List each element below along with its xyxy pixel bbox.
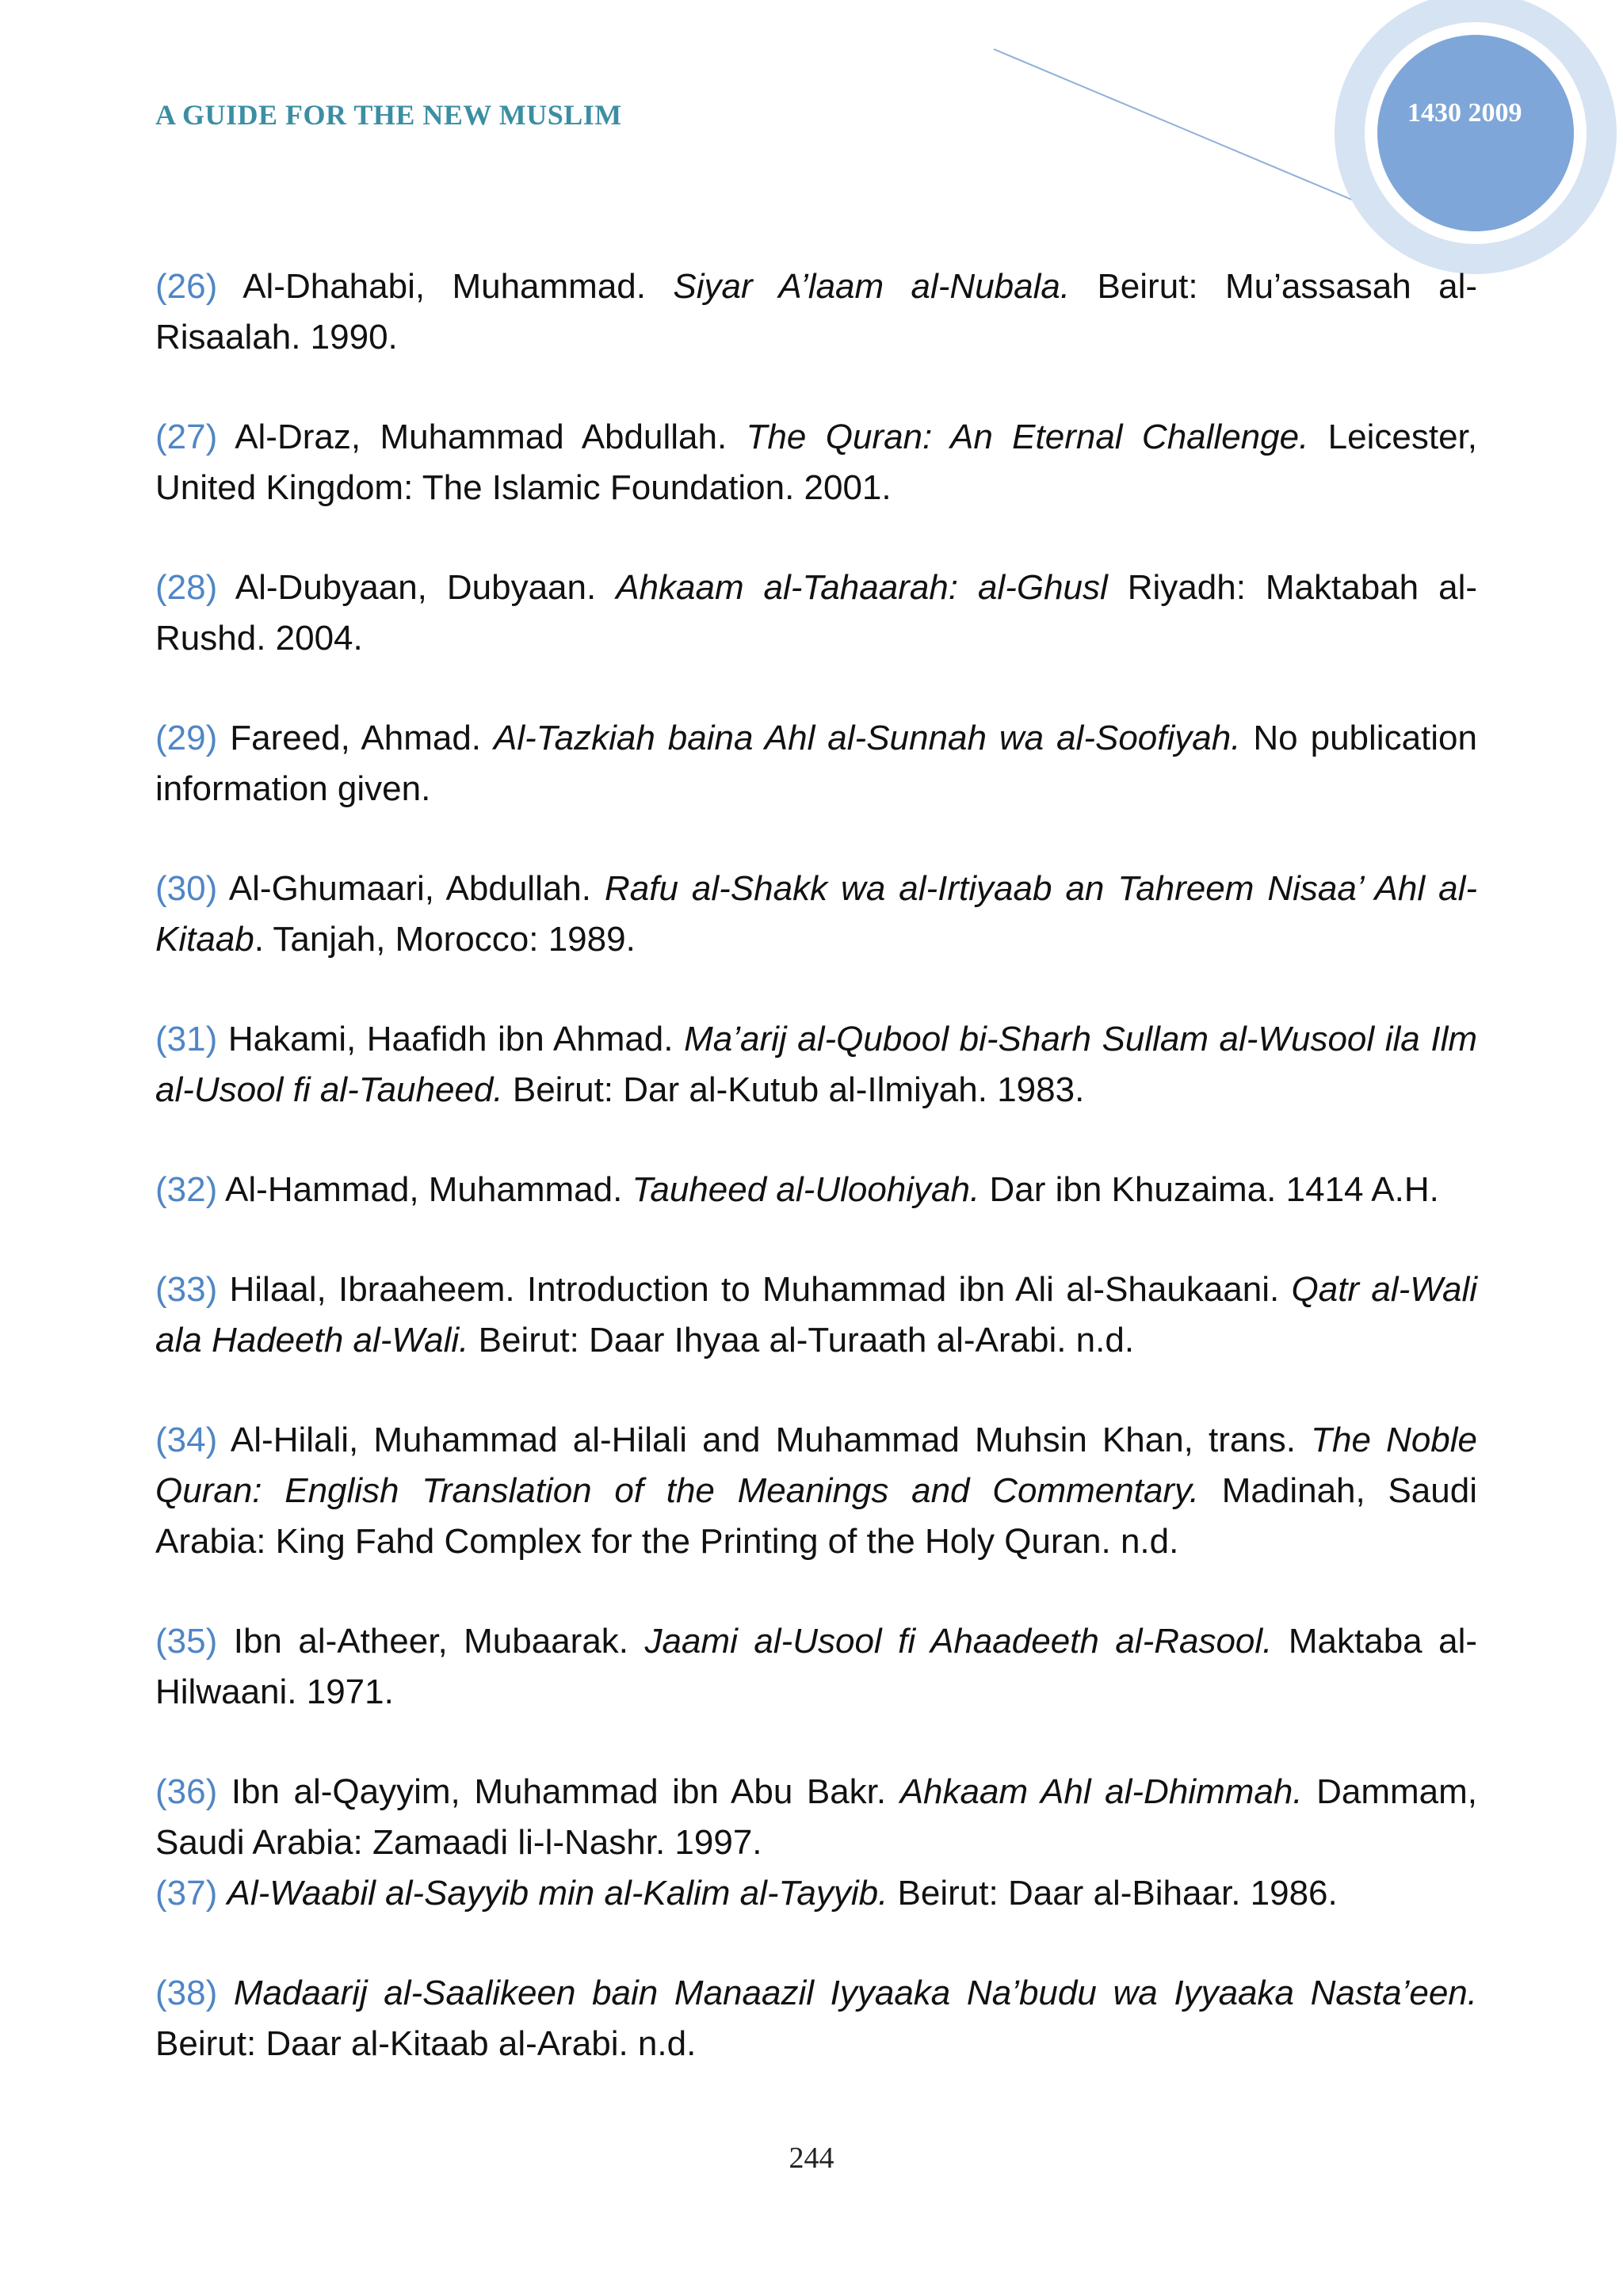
reference-item: [155, 1264, 1477, 1366]
reference-title: Ahkaam Ahl al-Dhimmah.: [899, 1772, 1303, 1811]
reference-title: Al-Tazkiah baina Ahl al-Sunnah wa al-Soofiyah.: [494, 719, 1241, 757]
reference-publication: No publication information given.: [155, 719, 1477, 808]
reference-publication: Leicester, United Kingdom: The Islamic Foundation. 2001.: [155, 418, 1478, 507]
reference-number: (28): [155, 568, 218, 607]
reference-number: (36): [155, 1772, 218, 1811]
reference-item: [155, 1868, 1477, 1919]
reference-title: Siyar A’laam al-Nubala.: [673, 267, 1071, 306]
reference-title: Rafu al-Shakk wa al-Irtiyaab an Tahreem Nisaa’ Ahl al-Kitaab: [155, 869, 1477, 959]
reference-author: Hilaal, Ibraaheem. Introduction to Muhammad ibn Ali al-Shaukaani.: [229, 1270, 1292, 1309]
header-circle: [1377, 35, 1574, 231]
reference-item: [155, 563, 1477, 664]
reference-number: (33): [155, 1270, 218, 1309]
header-year: 1430 2009: [1407, 98, 1522, 128]
reference-publication: Madinah, Saudi Arabia: King Fahd Complex for the Printing of the Holy Quran. n.d.: [155, 1471, 1477, 1561]
reference-author: Al-Draz, Muhammad Abdullah.: [235, 418, 747, 456]
reference-number: (34): [155, 1421, 218, 1459]
reference-author: Fareed, Ahmad.: [230, 719, 494, 757]
reference-title: The Noble Quran: English Translation of the Meanings and Commentary.: [155, 1421, 1478, 1510]
reference-publication: Beirut: Daar al-Kitaab al-Arabi. n.d.: [155, 2024, 697, 2063]
reference-title: Madaarij al-Saalikeen bain Manaazil Iyyaaka Na’budu wa Iyyaaka Nasta’een.: [233, 1974, 1477, 2012]
reference-number: (32): [155, 1170, 218, 1209]
reference-number: (38): [155, 1974, 218, 2012]
reference-author: Ibn al-Atheer, Mubaarak.: [233, 1622, 645, 1661]
reference-number: (27): [155, 418, 218, 456]
reference-author: Al-Dhahabi, Muhammad.: [242, 267, 674, 306]
reference-number: (26): [155, 267, 218, 306]
reference-item: [155, 864, 1477, 965]
reference-author: Al-Dubyaan, Dubyaan.: [235, 568, 617, 607]
reference-number: (37): [155, 1874, 218, 1913]
reference-title: Jaami al-Usool fi Ahaadeeth al-Rasool.: [644, 1622, 1273, 1661]
reference-author: Al-Hilali, Muhammad al-Hilali and Muhammad Muhsin Khan, trans.: [230, 1421, 1312, 1459]
reference-publication: . Tanjah, Morocco: 1989.: [254, 920, 636, 959]
reference-title: The Quran: An Eternal Challenge.: [746, 418, 1309, 456]
reference-publication: Beirut: Daar Ihyaa al-Turaath al-Arabi. n.d.: [468, 1321, 1135, 1360]
reference-publication: Dammam, Saudi Arabia: Zamaadi li-l-Nashr. 1997.: [155, 1772, 1478, 1862]
reference-title: Ahkaam al-Tahaarah: al-Ghusl: [616, 568, 1108, 607]
reference-title: Tauheed al-Uloohiyah.: [632, 1170, 980, 1209]
reference-author: Hakami, Haafidh ibn Ahmad.: [227, 1020, 685, 1058]
reference-item: [155, 1968, 1477, 2069]
reference-item: [155, 1415, 1477, 1567]
reference-number: (29): [155, 719, 218, 757]
reference-publication: Beirut: Daar al-Bihaar. 1986.: [888, 1874, 1338, 1913]
header-decoration: [0, 0, 1623, 285]
reference-item: [155, 261, 1477, 363]
reference-number: (31): [155, 1020, 218, 1058]
reference-item: [155, 713, 1477, 814]
reference-author: Ibn al-Qayyim, Muhammad ibn Abu Bakr.: [231, 1772, 900, 1811]
reference-item: [155, 1165, 1477, 1215]
reference-item: [155, 412, 1477, 513]
reference-item: [155, 1767, 1477, 1868]
reference-publication: Beirut: Mu’assasah al-Risaalah. 1990.: [155, 267, 1478, 357]
reference-number: (30): [155, 869, 218, 908]
reference-author: Al-Ghumaari, Abdullah.: [228, 869, 605, 908]
reference-number: (35): [155, 1622, 218, 1661]
reference-item: [155, 1616, 1477, 1718]
reference-title: Qatr al-Wali ala Hadeeth al-Wali.: [155, 1270, 1477, 1360]
page-number: 244: [789, 2142, 834, 2175]
reference-list: [155, 261, 1477, 2069]
reference-publication: Beirut: Dar al-Kutub al-Ilmiyah. 1983.: [502, 1070, 1085, 1109]
reference-publication: Riyadh: Maktabah al-Rushd. 2004.: [155, 568, 1477, 658]
reference-title: Ma’arij al-Qubool bi-Sharh Sullam al-Wusool ila Ilm al-Usool fi al-Tauheed.: [155, 1020, 1477, 1109]
reference-publication: Maktaba al-Hilwaani. 1971.: [155, 1622, 1478, 1711]
reference-author: Al-Hammad, Muhammad.: [225, 1170, 632, 1209]
header-title: A GUIDE FOR THE NEW MUSLIM: [155, 99, 622, 131]
reference-item: [155, 1014, 1477, 1116]
reference-title: Al-Waabil al-Sayyib min al-Kalim al-Tayyib.: [227, 1874, 888, 1913]
reference-publication: Dar ibn Khuzaima. 1414 A.H.: [980, 1170, 1439, 1209]
